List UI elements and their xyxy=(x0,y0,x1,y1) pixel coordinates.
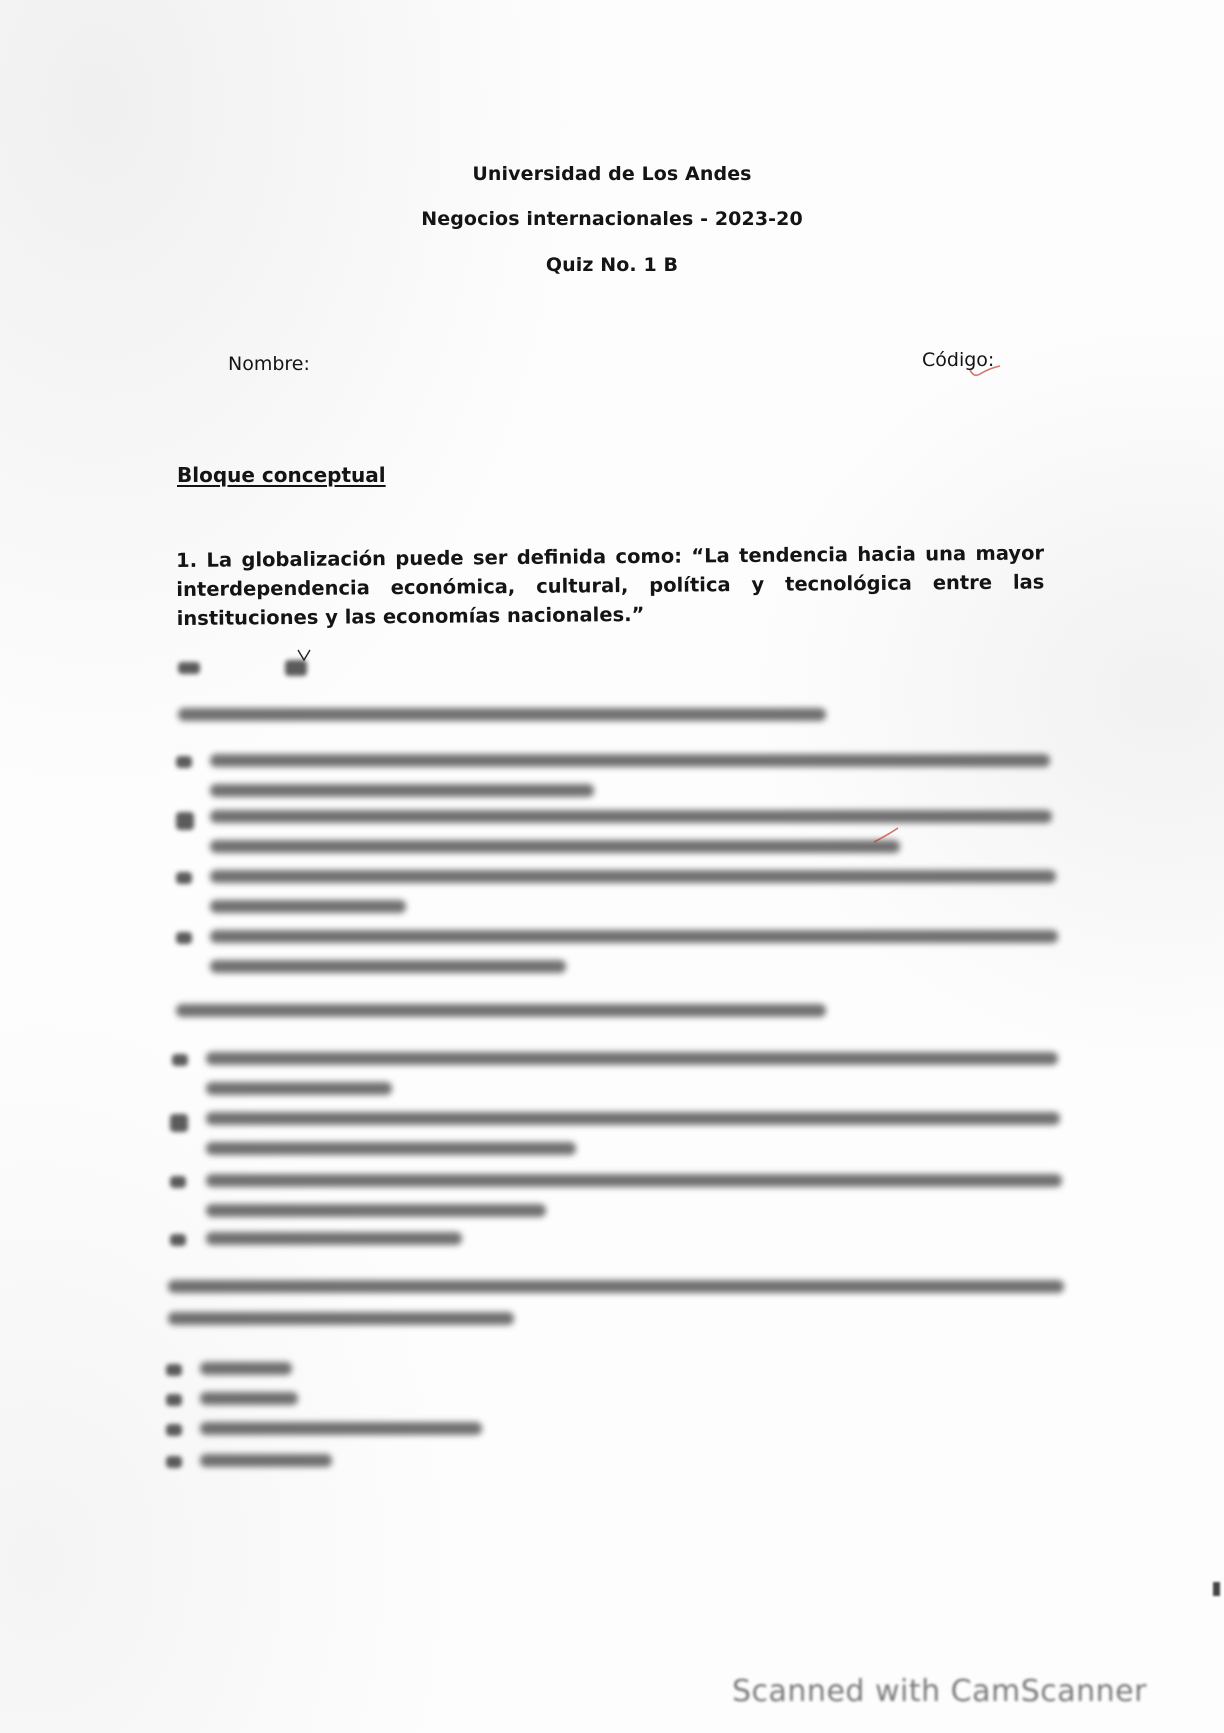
blurred-line xyxy=(210,784,594,797)
blurred-line xyxy=(210,870,1056,883)
blurred-bullet xyxy=(172,1054,188,1066)
blurred-line xyxy=(210,960,566,973)
blurred-line xyxy=(206,1232,462,1245)
blurred-bullet xyxy=(170,1114,188,1132)
question-1-text: 1. La globalización puede ser definida como: “La tendencia hacia una mayor interdependencia económica, cultural, política y tecnológica entre las instituciones y las economías nacionales.” xyxy=(176,541,1045,630)
blurred-bullet xyxy=(166,1456,182,1468)
section-title: Bloque conceptual xyxy=(177,463,386,487)
blurred-bullet xyxy=(176,872,192,884)
blurred-line xyxy=(200,1362,292,1375)
blurred-bullet xyxy=(166,1364,182,1376)
blurred-line xyxy=(206,1142,576,1155)
scanner-watermark: Scanned with CamScanner xyxy=(732,1674,1147,1709)
blurred-line xyxy=(210,900,406,913)
blurred-line xyxy=(200,1392,298,1405)
blurred-line xyxy=(168,1312,514,1325)
blurred-line xyxy=(206,1204,546,1217)
blurred-bullet xyxy=(166,1424,182,1436)
blurred-line xyxy=(210,810,1052,823)
blurred-line xyxy=(168,1280,1064,1293)
pen-mark-icon xyxy=(872,826,902,846)
check-icon xyxy=(296,648,314,664)
blurred-line xyxy=(210,754,1050,767)
blurred-line xyxy=(200,1422,482,1435)
blurred-line xyxy=(176,1004,826,1017)
blurred-line xyxy=(206,1052,1058,1065)
blurred-line xyxy=(206,1112,1060,1125)
pen-check-icon xyxy=(968,364,1004,386)
university-title: Universidad de Los Andes xyxy=(472,163,752,185)
blurred-bullet xyxy=(166,1394,182,1406)
blurred-bullet xyxy=(176,812,194,830)
course-title: Negocios internacionales - 2023-20 xyxy=(421,208,803,230)
name-label: Nombre: xyxy=(228,353,310,375)
blurred-bullet xyxy=(176,932,192,944)
blurred-answer-mark xyxy=(178,662,200,674)
blurred-line xyxy=(210,930,1058,943)
blurred-bullet xyxy=(170,1234,186,1246)
blurred-bullet xyxy=(176,756,192,768)
blurred-line xyxy=(200,1454,332,1467)
code-label: Código: xyxy=(922,349,995,371)
blurred-line xyxy=(206,1082,392,1095)
blurred-bullet xyxy=(170,1176,186,1188)
blurred-line xyxy=(210,840,900,853)
blurred-line xyxy=(178,708,826,721)
quiz-title: Quiz No. 1 B xyxy=(545,254,679,276)
scan-edge-mark xyxy=(1213,1582,1220,1596)
blurred-line xyxy=(206,1174,1062,1187)
